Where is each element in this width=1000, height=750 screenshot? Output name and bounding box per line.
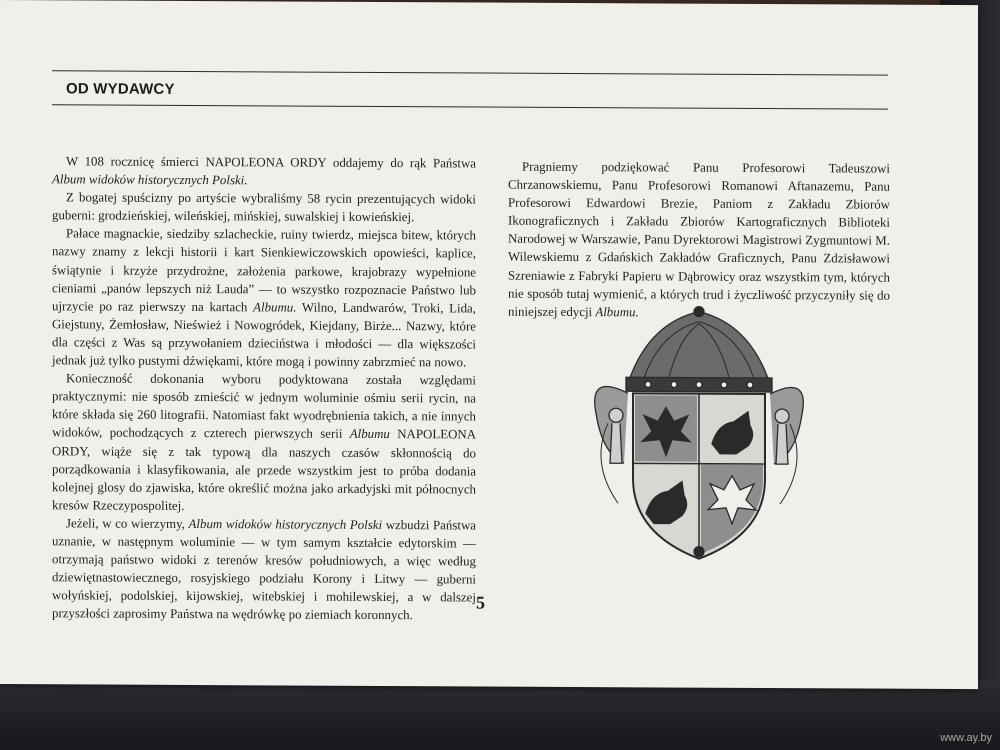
- paragraph: [52, 188, 476, 226]
- paragraph: [52, 514, 476, 625]
- text-run: Z bogatej spuścizny po artyście wybraliśmy 58 rycin prezentujących widoki guberni: grodzieńskiej, wileńskiej, mińskiej, suwalskiej i kowieńskiej.: [52, 190, 476, 225]
- italic-title: Albumu.: [595, 304, 639, 320]
- text-run: wzbudzi Państwa uznanie, w następnym woluminie — w tym samym kształcie edytorskim — otrzymają państwo widoki z terenów kresów południowych, a więc według dziewiętnastowiecznego, rosyjskiego podziału Korony i Litwy — guberni wołyńskiej, podolskiej, kijowskiej, witebskiej i mohilewskiej, a w dalszej przyszłości zaprosimy Państwa na wędrówkę po ziemiach koronnych.: [52, 517, 476, 623]
- paragraph: [52, 225, 476, 372]
- header-rule-bottom: [52, 104, 888, 109]
- page-number: 5: [476, 592, 485, 613]
- italic-title: Album widoków historycznych Polski.: [52, 172, 248, 188]
- text-run: Konieczność dokonania wyboru podyktowana została względami praktycznymi: nie sposób zmieścić w jednym woluminie ośmiu serii rycin, na które składa się 260 litografii. Natomiast fakt wyodrębnienia takich, a nie innych widoków, pochodzących z czterech pierwszych serii: [52, 371, 476, 442]
- section-title: OD WYDAWCY: [66, 80, 175, 98]
- text-run: Jeżeli, w co wierzymy,: [66, 516, 189, 531]
- text-run: Wilno, Landwarów, Troki, Lida, Giejstuny, Żemłosław, Nieśwież i Nowogródek, Kiejdany, Birże... Nazwy, które dla części z Was są przywołaniem dzieciństwa i młodości — dla większości jednak już tylko pustymi dźwiękami, które mogą i powinny zabrzmieć na nowo.: [52, 300, 476, 370]
- paragraph: [508, 158, 890, 323]
- text-run: Pałace magnackie, siedziby szlacheckie, ruiny twierdz, miejsca bitew, których nazwy znamy z lekcji historii i kart Sienkiewiczowskich opowieści, kaplice, świątynie i krzyże przydrożne, założenia parkowe, krajobrazy wypełnione cieniami „panów lepszych niż Lauda” — to wszystko rozpoznacie Państwo lub ujrzycie po raz pierwszy na kartach: [52, 226, 476, 315]
- left-text-column: [52, 152, 476, 625]
- coat-of-arms-illustration: [588, 303, 810, 566]
- text-run: NAPOLEONA ORDY, wiąże się z tak typową dla naszych czasów skłonnością do porządkowania i klasyfikowania, ale przede wszystkim jest to próba dodania kolejnej glosy do zjawiska, które określić można jako arkadyjski mit północnych kresów Rzeczypospolitej.: [52, 427, 477, 513]
- right-text-column: [508, 158, 890, 323]
- background-table: [0, 680, 1000, 750]
- italic-title: Album widoków historycznych Polski: [188, 516, 383, 532]
- italic-title: Albumu.: [253, 300, 297, 315]
- italic-title: Albumu: [349, 427, 390, 442]
- text-run: W 108 rocznicę śmierci NAPOLEONA ORDY oddajemy do rąk Państwa: [66, 154, 476, 171]
- text-run: Pragniemy podziękować Panu Profesorowi Tadeuszowi Chrzanowskiemu, Panu Profesorowi Romanowi Aftanazemu, Panu Profesorowi Edwardowi Brezie, Paniom z Zakładu Zbiorów Ikonograficznych i Zakładu Zbiorów Kartograficznych Biblioteki Narodowej w Warszawie, Panu Dyrektorowi Magistrowi Zygmuntowi M. Wilewskiemu z Gdańskich Zakładów Graficznych, Panu Zdzisławowi Szreniawie z Fabryki Papieru w Dąbrowicy oraz wszystkim tym, których nie sposób tutaj wymienić, a których trud i życzliwość przyczyniły się do niniejszej edycji: [508, 159, 890, 319]
- header-rule-top: [52, 70, 888, 75]
- paragraph: [52, 369, 476, 516]
- paragraph: [52, 152, 476, 190]
- site-watermark: www.ay.by: [940, 732, 992, 744]
